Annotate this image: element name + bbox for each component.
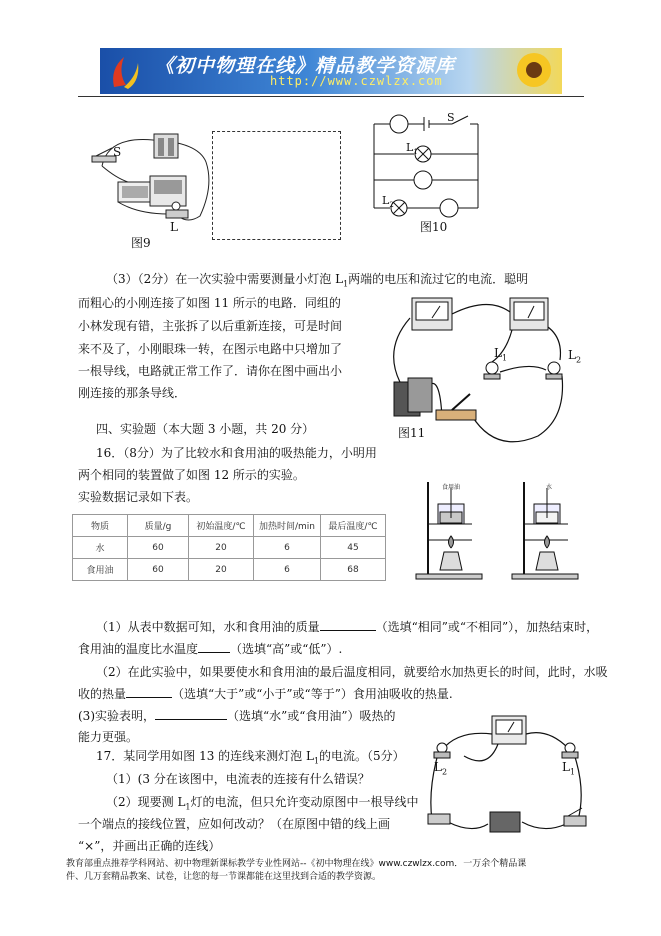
q17-line-4: 一个端点的接线位置，应如何改动？（在原图中错的线上画 bbox=[78, 817, 391, 831]
table-cell: 食用油 bbox=[73, 559, 128, 581]
section-4-heading: 四、实验题（本大题 3 小题，共 20 分） bbox=[96, 422, 315, 436]
fig10-l1-label: $L_1$ bbox=[406, 141, 418, 157]
answer-blank[interactable] bbox=[320, 618, 376, 631]
q17-line-3: （2）现要测 $L_1$灯的电流，但只允许变动原图中一根导线中 bbox=[106, 795, 419, 812]
answer-blank[interactable] bbox=[155, 707, 227, 720]
table-cell: 20 bbox=[189, 559, 254, 581]
table-cell: 6 bbox=[254, 537, 321, 559]
fig10-caption: 图10 bbox=[420, 220, 448, 234]
q16-line-3: 实验数据记录如下表。 bbox=[78, 490, 199, 504]
fig12-oil-tag: 食用油 bbox=[442, 484, 461, 491]
table-header-cell: 加热时间/min bbox=[254, 515, 321, 537]
table-header-cell: 初始温度/℃ bbox=[189, 515, 254, 537]
q17-line-5: “×”，并画出正确的连线） bbox=[78, 839, 221, 853]
page-footer bbox=[66, 858, 606, 884]
fig11-l1-label: $L_1$ bbox=[494, 346, 508, 363]
site-logo-icon bbox=[106, 51, 142, 91]
table-cell: 60 bbox=[128, 559, 189, 581]
table-row bbox=[73, 537, 386, 559]
q16-part2-line1: （2）在此实验中，如果要使水和食用油的最后温度相同，就要给水加热更长的时间，此时，水吸 bbox=[96, 665, 608, 679]
q16-line-2: 两个相同的装置做了如图 12 所示的实验。 bbox=[78, 468, 305, 482]
table-row bbox=[73, 559, 386, 581]
table-header-cell: 质量/g bbox=[128, 515, 189, 537]
fig13-l1-label: $L_1$ bbox=[562, 760, 576, 777]
sunflower-icon bbox=[514, 50, 554, 90]
header-rule bbox=[78, 96, 584, 97]
q16-part1-line2: 食用油的温度比水温度 （选填“高”或“低”）. bbox=[78, 642, 343, 656]
table-cell: 68 bbox=[321, 559, 386, 581]
table-header-cell: 最后温度/℃ bbox=[321, 515, 386, 537]
q3-line-2: 而粗心的小刚连接了如图 11 所示的电路．同组的 bbox=[78, 296, 341, 310]
q3-line-3: 小林发现有错，主张拆了以后重新连接，可是时间 bbox=[78, 319, 343, 333]
footer-line-2: 件、几万套精品教案、试卷，让您的每一节课都能在这里找到合适的教学资源。 bbox=[66, 872, 382, 882]
footer-line-1: 教育部重点推荐学科网站、初中物理新课标教学专业性网站--《初中物理在线》www.czwlzx.com．一万余个精品课 bbox=[66, 859, 527, 869]
q16-part1-line1: （1）从表中数据可知，水和食用油的质量 （选填“相同”或“不相同”），加热结束时， bbox=[96, 620, 599, 634]
q16-part2-line2: 收的热量 （选填“大于”或“小于”或“等于”）食用油吸收的热量. bbox=[78, 687, 453, 701]
fig10-switch-label: S bbox=[447, 111, 455, 124]
fig11-l2-label: $L_2$ bbox=[568, 348, 582, 365]
fig9-switch-label: S bbox=[113, 145, 122, 159]
fig11-caption: 图11 bbox=[398, 426, 426, 440]
q3-line-1: （3）（2分）在一次实验中需要测量小灯泡 $L_1$两端的电压和流过它的电流．聪明 bbox=[106, 272, 529, 289]
answer-blank[interactable] bbox=[198, 640, 230, 653]
fig9-lamp-label: L bbox=[170, 220, 178, 234]
figure-12 bbox=[410, 478, 590, 582]
answer-blank[interactable] bbox=[126, 685, 172, 698]
table-cell: 6 bbox=[254, 559, 321, 581]
circuit-drawing-box bbox=[212, 131, 341, 240]
table-cell: 20 bbox=[189, 537, 254, 559]
table-header-cell: 物质 bbox=[73, 515, 128, 537]
fig9-caption: 图9 bbox=[131, 236, 151, 250]
q17-line-1: 17．某同学用如图 13 的连线来测灯泡 $L_1$的电流。（5分） bbox=[96, 749, 405, 766]
fig12-water-tag: 水 bbox=[546, 484, 553, 491]
q16-part3-line1: (3)实验表明， （选填“水”或“食用油”）吸热的 bbox=[78, 709, 396, 723]
site-banner bbox=[100, 48, 562, 94]
figure-9 bbox=[88, 126, 213, 230]
q16-part3-line2: 能力更强。 bbox=[78, 730, 139, 744]
q3-line-4: 来不及了，小刚眼珠一转，在图示电路中只增加了 bbox=[78, 342, 343, 356]
banner-title: 《初中物理在线》精品教学资源库 bbox=[155, 55, 456, 77]
data-table bbox=[72, 514, 386, 581]
table-cell: 45 bbox=[321, 537, 386, 559]
fig10-l2-label: $L_2$ bbox=[382, 194, 394, 210]
table-cell: 60 bbox=[128, 537, 189, 559]
table-header-row bbox=[73, 515, 386, 537]
table-cell: 水 bbox=[73, 537, 128, 559]
banner-url[interactable]: http://www.czwlzx.com bbox=[270, 74, 443, 88]
q16-line-1: 16．（8分）为了比较水和食用油的吸热能力，小明用 bbox=[96, 446, 377, 460]
q17-line-2: （1）(3 分在该图中，电流表的连接有什么错误？ bbox=[106, 772, 370, 786]
fig13-l2-label: $L_2$ bbox=[434, 760, 448, 777]
q3-line-6: 刚连接的那条导线． bbox=[78, 386, 187, 400]
q3-line-5: 一根导线，电路就正常工作了．请你在图中画出小 bbox=[78, 364, 343, 378]
